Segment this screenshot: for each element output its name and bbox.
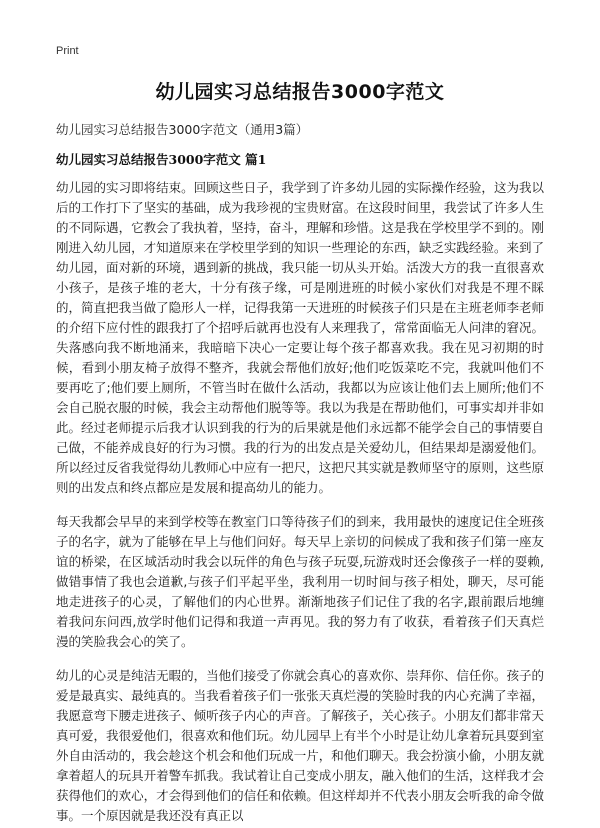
print-label: Print: [56, 45, 79, 57]
paragraph-1: 幼儿园的实习即将结束。回顾这些日子，我学到了许多幼儿园的实际操作经验，这为我以后的工作打下了坚实的基础，成为我珍视的宝贵财富。在这段时间里，我尝试了许多人生的不同际遇，它教会了我执着，坚持，奋斗，理解和珍惜。这是我在学校里学不到的。刚刚进入幼儿园，才知道原来在学校里学到的知识一些理论的东西，缺乏实践经验。来到了幼儿园，面对新的环境，遇到新的挑战，我只能一切从头开始。活泼大方的我一直很喜欢小孩子，是孩子堆的老大，十分有孩子缘，可是刚进班的时候小家伙们对我是不理不睬的，简直把我当做了隐形人一样，记得我第一天进班的时候孩子们只是在主班老师李老师的介绍下应付性的跟我打了个招呼后就再也没有人来理我了，常常面临无人问津的窘况。失落感向我不断地涌来，我暗暗下决心一定要让每个孩子都喜欢我。我在见习初期的时候，看到小朋友椅子放得不整齐，我就会帮他们放好;他们吃饭菜吃不完，我就叫他们不要再吃了;他们要上厕所，不管当时在做什么活动，我都以为应该让他们去上厕所;他们不会自己脱衣服的时候，我会主动帮他们脱等等。我以为我是在帮助他们，可事实却并非如此。经过老师提示后我才认识到我的行为的后果就是他们永远都不能学会自己的事情要自己做，不能养成良好的行为习惯。我的行为的出发点是关爱幼儿，但结果却是溺爱他们。所以经过反省我觉得幼儿教师心中应有一把尺，这把尺其实就是教师坚守的原则，这些原则的出发点和终点都应是发展和提高幼儿的能力。: [56, 180, 544, 495]
document-body: [56, 178, 544, 828]
document-subtitle: 幼儿园实习总结报告3000字范文（通用3篇）: [56, 122, 309, 137]
paragraph-3: 幼儿的心灵是纯洁无暇的，当他们接受了你就会真心的喜欢你、崇拜你、信任你。孩子的爱是最真实、最纯真的。当我看着孩子们一张张天真烂漫的笑脸时我的内心充满了幸福，我愿意弯下腰走进孩子、倾听孩子内心的声音。了解孩子，关心孩子。小朋友们都非常天真可爱，我很爱他们，很喜欢和他们玩。幼儿园早上有半个小时是让幼儿拿着玩具耍到室外自由活动的，我会趁这个机会和他们玩成一片，和他们聊天。我会扮演小偷，小朋友就拿着超人的玩具开着警车抓我。我试着让自己变成小朋友，融入他们的生活，这样我才会获得他们的欢心，才会得到他们的信任和依赖。但这样却并不代表小朋友会听我的命令做事。一个原因就是我还没有真正以: [56, 668, 544, 823]
section-heading: 幼儿园实习总结报告3000字范文 篇1: [56, 152, 267, 167]
document-title: 幼儿园实习总结报告3000字范文: [155, 81, 445, 103]
paragraph-2: 每天我都会早早的来到学校等在教室门口等待孩子们的到来，我用最快的速度记住全班孩子的名字，就为了能够在早上与他们问好。每天早上亲切的问候成了我和孩子们第一座友谊的桥梁，在区域活动时我会以玩伴的角色与孩子玩耍,玩游戏时还会像孩子一样的耍赖,做错事情了我也会道歉,与孩子们平起平坐，我利用一切时间与孩子相处，聊天，尽可能地走进孩子的心灵，了解他们的内心世界。渐渐地孩子们记住了我的名字,跟前跟后地缠着我问东问西,放学时他们记得和我道一声再见。我的努力有了收获，看着孩子们天真烂漫的笑脸我会心的笑了。: [56, 514, 544, 649]
